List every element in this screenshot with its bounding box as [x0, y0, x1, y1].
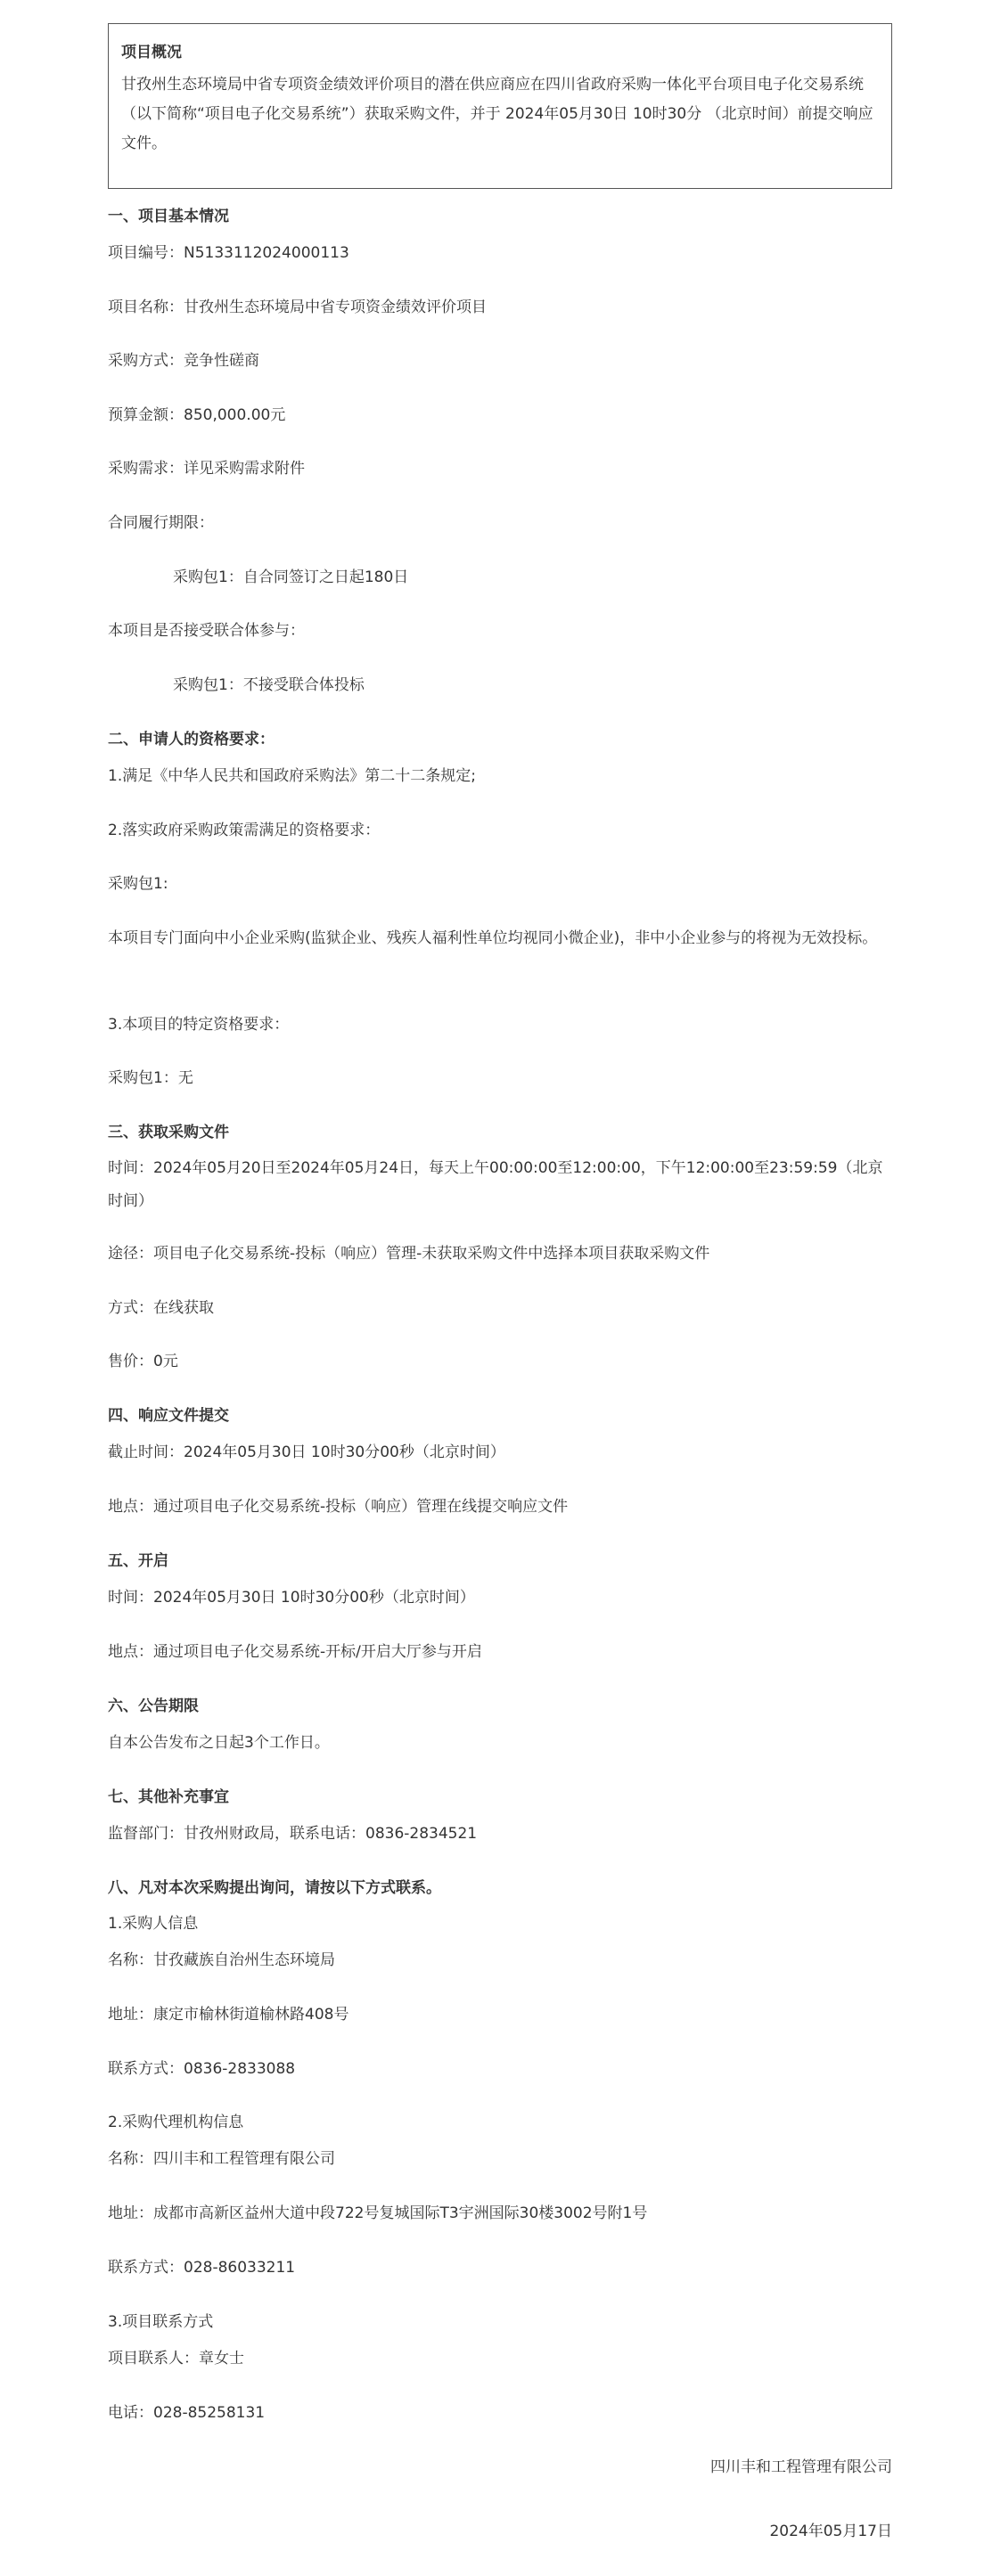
footer-company: 四川丰和工程管理有限公司	[710, 2458, 892, 2476]
section-8-heading: 八、凡对本次采购提出询问，请按以下方式联系。	[108, 1879, 441, 1897]
package-1-text: 本项目专门面向中小企业采购(监狱企业、残疾人福利性单位均视同小微企业)，非中小企业参与的将视为无效投标。	[108, 929, 878, 947]
contact-phone: 电话：028-85258131	[108, 2404, 266, 2422]
agent-title: 2.采购代理机构信息	[108, 2114, 244, 2131]
obtain-time: 时间：2024年05月20日至2024年05月24日，每天上午00:00:00至12:00:00，下午12:00:00至23:59:59（北京时间）	[108, 1159, 883, 1210]
opening-place: 地点：通过项目电子化交易系统-开标/开启大厅参与开启	[108, 1643, 482, 1661]
consortium-label: 本项目是否接受联合体参与：	[108, 622, 305, 640]
contract-period-label: 合同履行期限：	[108, 514, 214, 532]
budget-amount: 预算金额：850,000.00元	[108, 406, 286, 424]
contact-person: 项目联系人：章女士	[108, 2350, 244, 2367]
section-3-heading: 三、获取采购文件	[108, 1124, 229, 1141]
section-1-heading: 一、项目基本情况	[108, 208, 229, 225]
contract-period-package: 采购包1：自合同签订之日起180日	[173, 568, 409, 586]
obtain-price: 售价：0元	[108, 1353, 178, 1370]
package-1-label: 采购包1:	[108, 875, 168, 893]
procurement-demand: 采购需求：详见采购需求附件	[108, 460, 305, 478]
section-2-heading: 二、申请人的资格要求：	[108, 731, 275, 748]
project-overview-box	[108, 23, 892, 189]
section-6-heading: 六、公告期限	[108, 1697, 199, 1715]
buyer-title: 1.采购人信息	[108, 1915, 199, 1933]
submit-deadline: 截止时间：2024年05月30日 10时30分00秒（北京时间）	[108, 1443, 505, 1461]
buyer-address: 地址：康定市榆林街道榆林路408号	[108, 2006, 349, 2024]
project-name: 项目名称：甘孜州生态环境局中省专项资金绩效评价项目	[108, 298, 487, 316]
requirement-3-package: 采购包1：无	[108, 1069, 193, 1087]
section-5-heading: 五、开启	[108, 1552, 168, 1570]
requirement-2: 2.落实政府采购政策需满足的资格要求：	[108, 822, 381, 839]
buyer-phone: 联系方式：0836-2833088	[108, 2060, 296, 2078]
footer-date: 2024年05月17日	[769, 2523, 892, 2540]
consortium-package: 采购包1：不接受联合体投标	[173, 676, 365, 694]
overview-text: 甘孜州生态环境局中省专项资金绩效评价项目的潜在供应商应在四川省政府采购一体化平台项目电子化交易系统（以下简称“项目电子化交易系统”）获取采购文件，并于 2024年05月30日 10时30分 （北京时间）前提交响应文件。	[121, 76, 873, 152]
opening-time: 时间：2024年05月30日 10时30分00秒（北京时间）	[108, 1589, 475, 1607]
contact-title: 3.项目联系方式	[108, 2313, 214, 2331]
obtain-route: 途径：项目电子化交易系统-投标（响应）管理-未获取采购文件中选择本项目获取采购文件	[108, 1245, 710, 1263]
requirement-1: 1.满足《中华人民共和国政府采购法》第二十二条规定;	[108, 767, 476, 785]
supervision-info: 监督部门：甘孜州财政局，联系电话：0836-2834521	[108, 1825, 478, 1843]
submit-place: 地点：通过项目电子化交易系统-投标（响应）管理在线提交响应文件	[108, 1498, 569, 1516]
project-number: 项目编号：N5133112024000113	[108, 244, 349, 262]
obtain-mode: 方式：在线获取	[108, 1299, 214, 1317]
announcement-period: 自本公告发布之日起3个工作日。	[108, 1734, 330, 1752]
section-7-heading: 七、其他补充事宜	[108, 1788, 229, 1806]
procurement-method: 采购方式：竞争性磋商	[108, 352, 259, 370]
agent-address: 地址：成都市高新区益州大道中段722号复城国际T3宇洲国际30楼3002号附1号	[108, 2204, 648, 2222]
agent-phone: 联系方式：028-86033211	[108, 2259, 296, 2277]
buyer-name: 名称：甘孜藏族自治州生态环境局	[108, 1951, 335, 1969]
overview-title: 项目概况	[121, 44, 182, 61]
section-4-heading: 四、响应文件提交	[108, 1407, 229, 1425]
agent-name: 名称：四川丰和工程管理有限公司	[108, 2150, 335, 2168]
requirement-3: 3.本项目的特定资格要求：	[108, 1016, 290, 1034]
